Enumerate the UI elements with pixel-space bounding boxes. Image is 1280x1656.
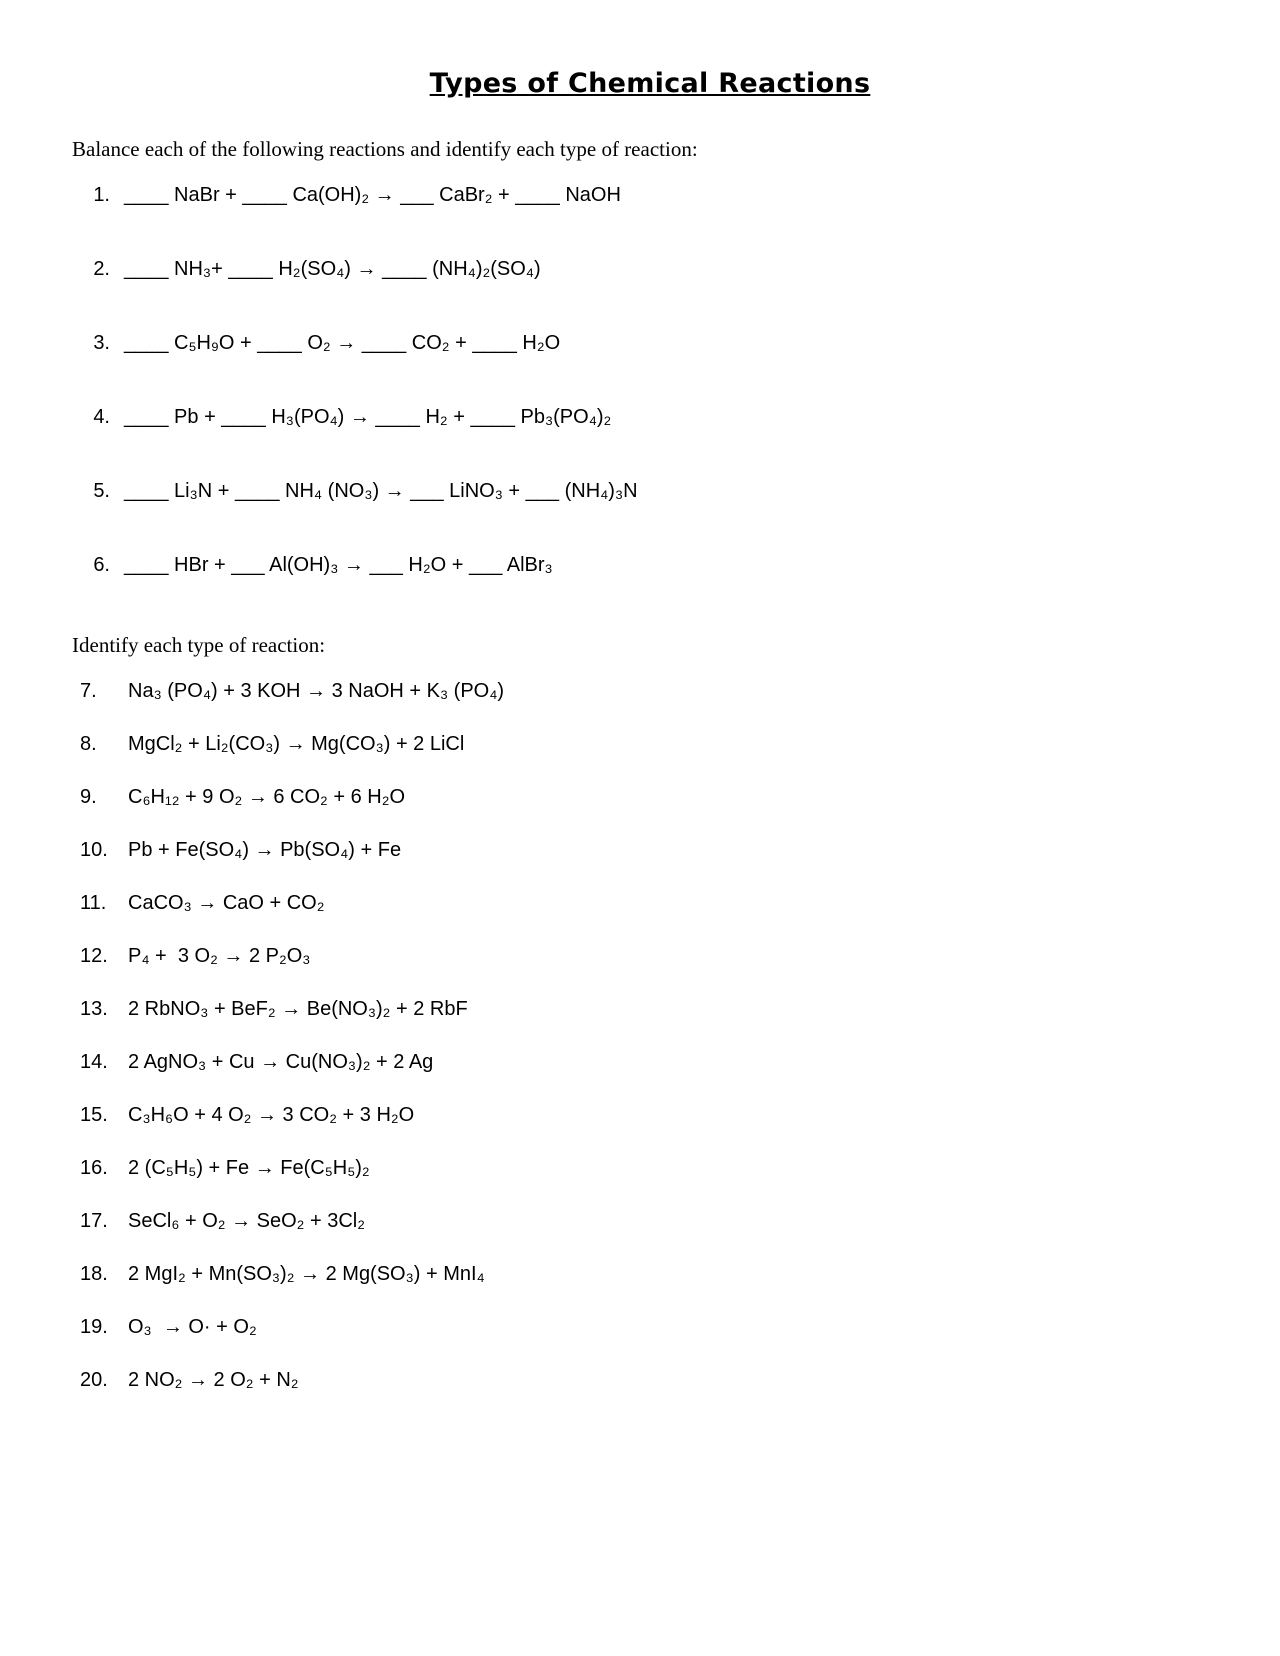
problem-number: 19. bbox=[80, 1316, 108, 1338]
identify-problem-list bbox=[70, 679, 1210, 1392]
list-item bbox=[70, 1156, 1210, 1180]
problem-equation: 2 MgI₂ + Mn(SO₃)₂ → 2 Mg(SO₃) + MnI₄ bbox=[128, 1263, 485, 1285]
problem-number: 17. bbox=[80, 1210, 108, 1232]
problem-equation: P₄ + 3 O₂ → 2 P₂O₃ bbox=[128, 945, 311, 967]
list-item bbox=[70, 785, 1210, 809]
list-item bbox=[70, 732, 1210, 756]
list-item bbox=[70, 891, 1210, 915]
problem-equation: ____ Li₃N + ____ NH₄ (NO₃) → ___ LiNO₃ + ___ (NH₄)₃N bbox=[124, 480, 638, 502]
list-item bbox=[70, 553, 1210, 577]
problem-number: 10. bbox=[80, 839, 108, 861]
problem-equation: ____ Pb + ____ H₃(PO₄) → ____ H₂ + ____ Pb₃(PO₄)₂ bbox=[124, 406, 612, 428]
problem-number: 16. bbox=[80, 1157, 108, 1179]
problem-equation: C₆H₁₂ + 9 O₂ → 6 CO₂ + 6 H₂O bbox=[128, 786, 406, 808]
list-item bbox=[70, 679, 1210, 703]
problem-equation: SeCl₆ + O₂ → SeO₂ + 3Cl₂ bbox=[128, 1210, 365, 1232]
problem-equation: ____ HBr + ___ Al(OH)₃ → ___ H₂O + ___ AlBr₃ bbox=[124, 554, 553, 576]
problem-equation: ____ C₅H₉O + ____ O₂ → ____ CO₂ + ____ H₂O bbox=[124, 332, 561, 354]
problem-equation: Na₃ (PO₄) + 3 KOH → 3 NaOH + K₃ (PO₄) bbox=[128, 680, 505, 702]
list-item bbox=[70, 479, 1210, 503]
problem-number: 2. bbox=[93, 258, 110, 280]
problem-equation: 2 AgNO₃ + Cu → Cu(NO₃)₂ + 2 Ag bbox=[128, 1051, 434, 1073]
problem-number: 3. bbox=[93, 332, 110, 354]
problem-equation: Pb + Fe(SO₄) → Pb(SO₄) + Fe bbox=[128, 839, 402, 861]
problem-equation: 2 (C₅H₅) + Fe → Fe(C₅H₅)₂ bbox=[128, 1157, 370, 1179]
problem-number: 13. bbox=[80, 998, 108, 1020]
problem-number: 7. bbox=[80, 680, 97, 702]
list-item bbox=[70, 1103, 1210, 1127]
list-item bbox=[70, 1050, 1210, 1074]
problem-number: 4. bbox=[93, 406, 110, 428]
problem-number: 15. bbox=[80, 1104, 108, 1126]
problem-equation: CaCO₃ → CaO + CO₂ bbox=[128, 892, 325, 914]
problem-number: 20. bbox=[80, 1369, 108, 1391]
list-item bbox=[70, 331, 1210, 355]
problem-number: 14. bbox=[80, 1051, 108, 1073]
balance-problem-list bbox=[70, 183, 1210, 577]
problem-number: 1. bbox=[93, 184, 110, 206]
problem-number: 8. bbox=[80, 733, 97, 755]
list-item bbox=[70, 838, 1210, 862]
problem-number: 6. bbox=[93, 554, 110, 576]
problem-number: 9. bbox=[80, 786, 97, 808]
instructions-identify: Identify each type of reaction: bbox=[72, 633, 326, 657]
problem-equation: O₃ → O· + O₂ bbox=[128, 1316, 257, 1338]
problem-number: 18. bbox=[80, 1263, 108, 1285]
list-item bbox=[70, 944, 1210, 968]
problem-equation: 2 NO₂ → 2 O₂ + N₂ bbox=[128, 1369, 299, 1391]
list-item bbox=[70, 1209, 1210, 1233]
problem-number: 12. bbox=[80, 945, 108, 967]
list-item bbox=[70, 405, 1210, 429]
list-item bbox=[70, 1262, 1210, 1286]
list-item bbox=[70, 997, 1210, 1021]
problem-equation: ____ NH₃+ ____ H₂(SO₄) → ____ (NH₄)₂(SO₄) bbox=[124, 258, 541, 280]
problem-equation: C₃H₆O + 4 O₂ → 3 CO₂ + 3 H₂O bbox=[128, 1104, 415, 1126]
problem-equation: MgCl₂ + Li₂(CO₃) → Mg(CO₃) + 2 LiCl bbox=[128, 733, 465, 755]
problem-equation: ____ NaBr + ____ Ca(OH)₂ → ___ CaBr₂ + ____ NaOH bbox=[124, 184, 621, 206]
list-item bbox=[70, 1315, 1210, 1339]
problem-equation: 2 RbNO₃ + BeF₂ → Be(NO₃)₂ + 2 RbF bbox=[128, 998, 468, 1020]
list-item bbox=[70, 183, 1210, 207]
page-title: Types of Chemical Reactions bbox=[429, 68, 871, 99]
problem-number: 5. bbox=[93, 480, 110, 502]
problem-number: 11. bbox=[80, 892, 107, 914]
instructions-balance: Balance each of the following reactions and identify each type of reaction: bbox=[72, 137, 698, 161]
list-item bbox=[70, 1368, 1210, 1392]
list-item bbox=[70, 257, 1210, 281]
